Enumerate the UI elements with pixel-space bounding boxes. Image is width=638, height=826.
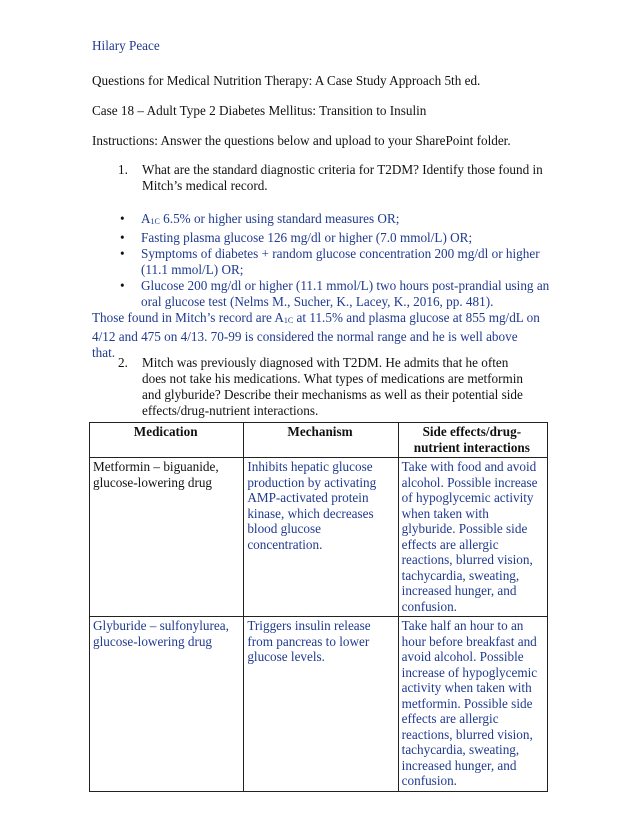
criteria-list — [118, 211, 558, 310]
cell-side-effects: Take with food and avoid alcohol. Possible increase of hypoglycemic activity when taken with glyburide. Possible side effects are allergic reactions, blurred vision, tachycardia, sweating, increased hunger, and confusion. — [398, 458, 547, 617]
table-row — [90, 458, 548, 617]
header-mechanism: Mechanism — [244, 423, 398, 458]
instructions: Instructions: Answer the questions below and upload to your SharePoint folder. — [92, 133, 511, 148]
medication-table — [89, 422, 548, 792]
question-2 — [118, 355, 528, 419]
question-1-text: What are the standard diagnostic criteria for T2DM? Identify those found in Mitch’s medical record. — [142, 162, 543, 193]
author-name: Hilary Peace — [92, 38, 160, 53]
criteria-item: • Glucose 200 mg/dl or higher (11.1 mmol/L) two hours post-prandial using an oral glucose test (Nelms M., Sucher, K., Lacey, K., 2016, pp. 481). — [118, 278, 558, 310]
table-row — [90, 617, 548, 792]
answer-1: Those found in Mitch’s record are $A_{1C}$ at 11.5% and plasma glucose at 855 mg/dL on 4/12 and 475 on 4/13. 70-99 is considered the normal range and he is well above that. — [92, 310, 540, 360]
criteria-item: • $A_{1C}$ 6.5% or higher using standard measures OR; — [118, 211, 558, 230]
cell-mechanism: Inhibits hepatic glucose production by activating AMP-activated protein kinase, which decreases blood glucose concentration. — [244, 458, 398, 617]
table-header-row — [90, 423, 548, 458]
question-1 — [118, 162, 548, 194]
cell-medication: Metformin – biguanide, glucose-lowering drug — [90, 458, 244, 617]
header-medication: Medication — [90, 423, 244, 458]
question-2-text: Mitch was previously diagnosed with T2DM. He admits that he often does not take his medications. What types of medications are metformin and glyburide? Describe their mechanisms as well as their potential side effects/drug-nutrient interactions. — [142, 355, 523, 418]
cell-mechanism: Triggers insulin release from pancreas to lower glucose levels. — [244, 617, 398, 792]
question-2-number: 2. — [118, 355, 128, 370]
case-title: Case 18 – Adult Type 2 Diabetes Mellitus: Transition to Insulin — [92, 103, 427, 118]
assignment-title: Questions for Medical Nutrition Therapy: A Case Study Approach 5th ed. — [92, 73, 481, 88]
header-side-effects: Side effects/drug-nutrient interactions — [398, 423, 547, 458]
question-1-number: 1. — [118, 162, 128, 177]
criteria-item: • Fasting plasma glucose 126 mg/dl or higher (7.0 mmol/L) OR; — [118, 230, 558, 246]
criteria-item: • Symptoms of diabetes + random glucose concentration 200 mg/dl or higher (11.1 mmol/L) OR; — [118, 246, 558, 278]
cell-side-effects: Take half an hour to an hour before breakfast and avoid alcohol. Possible increase of hypoglycemic activity when taken with metformin. Possible side effects are allergic reactions, blurred vision, tachycardia, sweating, increased hunger, and confusion. — [398, 617, 547, 792]
cell-medication: Glyburide – sulfonylurea, glucose-lowering drug — [90, 617, 244, 792]
